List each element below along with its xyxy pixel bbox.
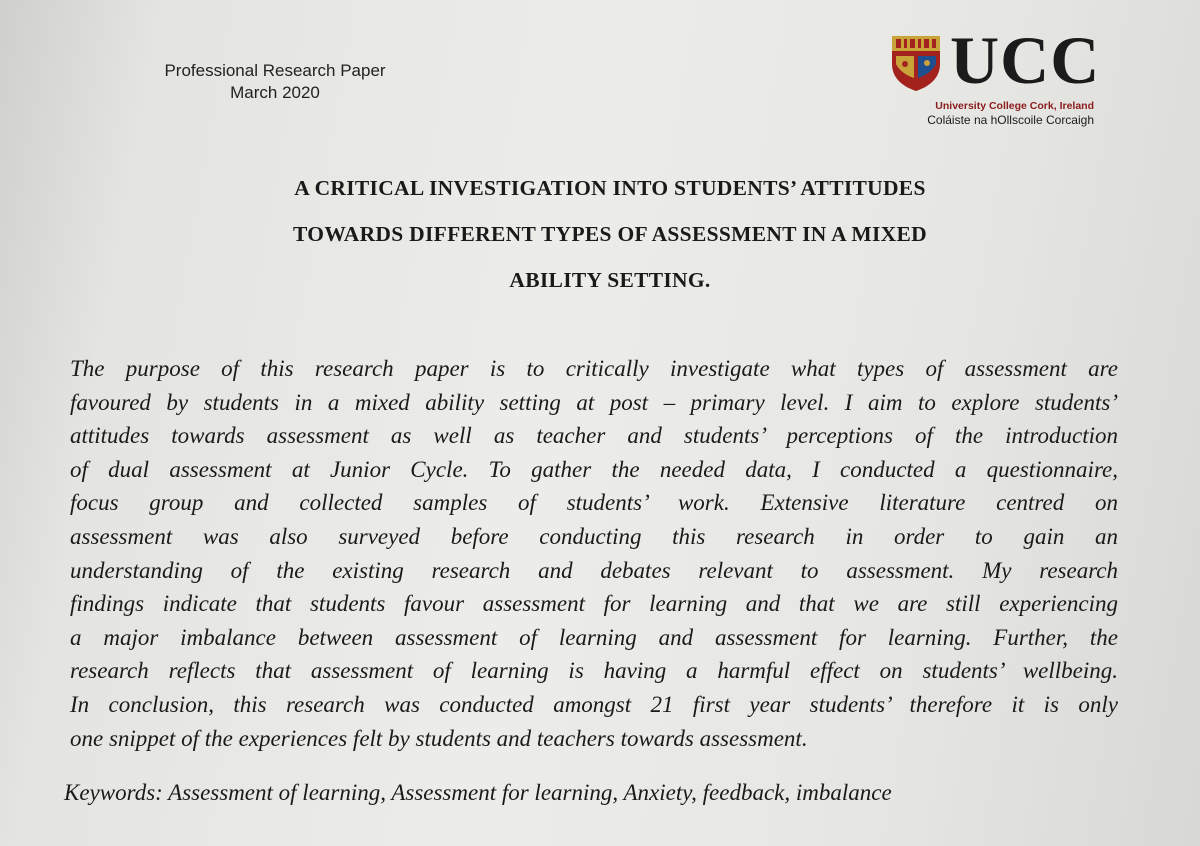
abstract-line: of dual assessment at Junior Cycle. To gather the needed data, I conducted a questionnaire, <box>70 456 1118 482</box>
abstract-line: In conclusion, this research was conducted amongst 21 first year students’ therefore it is only <box>70 691 1118 717</box>
ucc-logo <box>888 22 1101 130</box>
abstract-line: research reflects that assessment of learning is having a harmful effect on students’ wellbeing. <box>70 658 1118 684</box>
abstract-line: one snippet of the experiences felt by students and teachers towards assessment. <box>70 725 808 751</box>
ucc-crest-icon <box>890 34 942 92</box>
paper-header <box>130 60 420 104</box>
title-line: ABILITY SETTING. <box>509 268 711 292</box>
ucc-wordmark: UCC <box>950 22 1101 98</box>
ucc-subtitle-irish: Coláiste na hOllscoile Corcaigh <box>927 113 1094 127</box>
abstract-line: favoured by students in a mixed ability setting at post – primary level. I aim to explore students’ <box>70 389 1118 415</box>
keywords-line: Keywords: Assessment of learning, Assessment for learning, Anxiety, feedback, imbalance <box>64 780 892 805</box>
abstract-line: attitudes towards assessment as well as teacher and students’ perceptions of the introduction <box>70 423 1118 449</box>
abstract-line: a major imbalance between assessment of learning and assessment for learning. Further, the <box>70 624 1118 650</box>
abstract-line: focus group and collected samples of students’ work. Extensive literature centred on <box>70 490 1118 516</box>
paper-date: March 2020 <box>230 83 320 102</box>
abstract-line: assessment was also surveyed before conducting this research in order to gain an <box>70 523 1118 549</box>
abstract-line: findings indicate that students favour assessment for learning and that we are still experiencing <box>70 591 1118 617</box>
abstract-paragraph <box>70 352 1118 755</box>
paper-title <box>150 165 1070 303</box>
title-line: TOWARDS DIFFERENT TYPES OF ASSESSMENT IN A MIXED <box>293 222 927 246</box>
abstract-line: understanding of the existing research and debates relevant to assessment. My research <box>70 557 1118 583</box>
ucc-subtitle-english: University College Cork, Ireland <box>935 100 1094 112</box>
paper-type: Professional Research Paper <box>164 61 386 80</box>
title-line: A CRITICAL INVESTIGATION INTO STUDENTS’ ATTITUDES <box>294 176 926 200</box>
abstract-line: The purpose of this research paper is to critically investigate what types of assessment are <box>70 356 1118 381</box>
